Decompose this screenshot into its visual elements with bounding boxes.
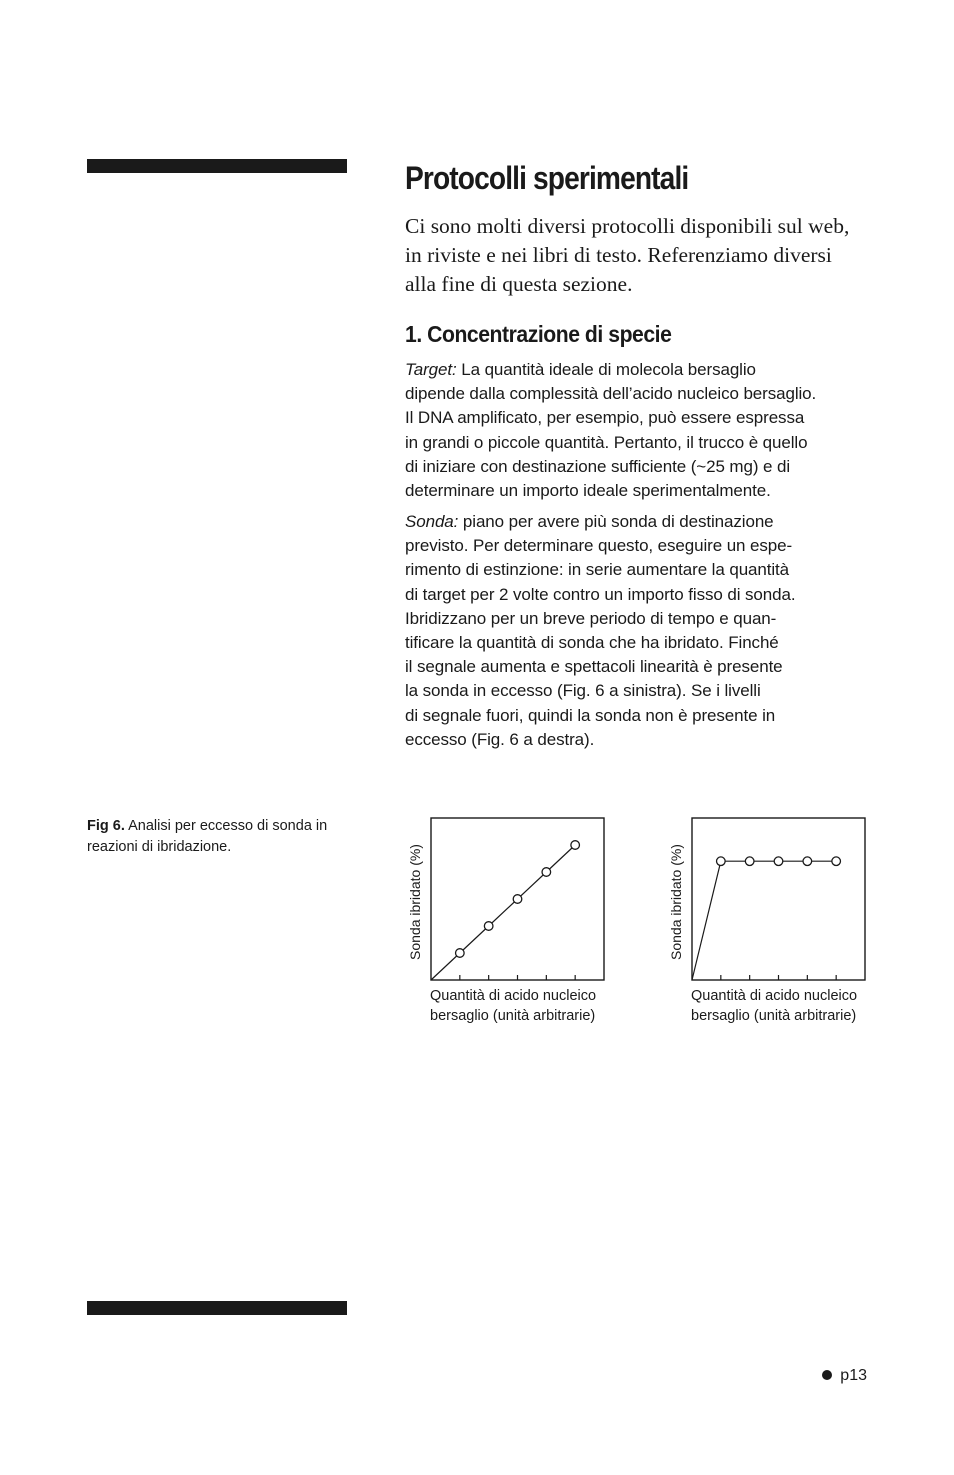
page-number-text: p13 — [840, 1367, 867, 1384]
data-point — [456, 949, 465, 958]
paragraph-line: in grandi o piccole quantità. Pertanto, il trucco è quello — [405, 432, 808, 452]
paragraph-line: Il DNA amplificato, per esempio, può essere espressa — [405, 408, 805, 428]
data-point — [832, 857, 841, 866]
paragraph-line: eccesso (Fig. 6 a destra). — [405, 729, 595, 749]
paragraph-line: il segnale aumenta e spettacoli linearità è presente — [405, 657, 783, 677]
target-paragraph — [405, 358, 875, 503]
paragraph-line: di segnale fuori, quindi la sonda non è presente in — [405, 705, 776, 725]
paragraph-line: previsto. Per determinare questo, eseguire un espe- — [405, 536, 793, 556]
target-lead: Target: — [405, 360, 457, 379]
figure-caption — [87, 816, 357, 858]
sonda-lead: Sonda: — [405, 512, 459, 531]
data-point — [803, 857, 812, 866]
plot-frame — [692, 818, 865, 980]
figure-label: Fig 6. — [87, 818, 125, 834]
paragraph-line: rimento di estinzione: in serie aumentare la quantità — [405, 560, 790, 580]
sonda-paragraph — [405, 510, 875, 752]
data-point — [571, 841, 580, 850]
paragraph-line: determinare un importo ideale sperimentalmente. — [405, 481, 771, 501]
paragraph-line: di target per 2 volte contro un importo fisso di sonda. — [405, 584, 796, 604]
paragraph-line: La quantità ideale di molecola bersaglio — [461, 360, 756, 379]
top-rule — [87, 159, 347, 173]
data-point — [484, 922, 493, 931]
intro-paragraph: Ci sono molti diversi protocolli disponibili sul web, in riviste e nei libri di testo. Referenziamo diversi alla fine di questa sezione. — [405, 214, 850, 296]
data-point — [513, 895, 522, 904]
paragraph-line: dipende dalla complessità dell’acido nucleico bersaglio. — [405, 384, 817, 404]
page-number — [822, 1367, 867, 1385]
figure-caption-text: Analisi per eccesso di sonda in reazioni di ibridazione. — [87, 818, 328, 855]
chart-right-xlabel: Quantità di acido nucleico bersaglio (unità arbitrarie) — [691, 988, 858, 1024]
section-heading: 1. Concentrazione di specie — [405, 321, 672, 347]
page-title: Protocolli sperimentali — [405, 160, 689, 196]
data-point — [542, 868, 551, 877]
paragraph-line: Ibridizzano per un breve periodo di tempo e quan- — [405, 608, 777, 628]
data-point — [745, 857, 754, 866]
data-point — [774, 857, 783, 866]
data-point — [717, 857, 726, 866]
chart-left-ylabel: Sonda ibridato (%) — [407, 844, 423, 960]
series-line — [431, 845, 575, 980]
paragraph-line: la sonda in eccesso (Fig. 6 a sinistra). Se i livelli — [405, 681, 761, 701]
chart-right-ylabel: Sonda ibridato (%) — [668, 844, 684, 960]
chart-left-xlabel: Quantità di acido nucleico bersaglio (unità arbitrarie) — [430, 988, 597, 1024]
plot-frame — [431, 818, 604, 980]
paragraph-line: tificare la quantità di sonda che ha ibridato. Finché — [405, 633, 779, 653]
paragraph-line: di iniziare con destinazione sufficiente (~25 mg) e di — [405, 456, 791, 476]
paragraph-line: piano per avere più sonda di destinazione — [462, 512, 774, 531]
bullet-icon — [822, 1370, 832, 1380]
series-line — [692, 861, 836, 980]
bottom-rule — [87, 1301, 347, 1315]
